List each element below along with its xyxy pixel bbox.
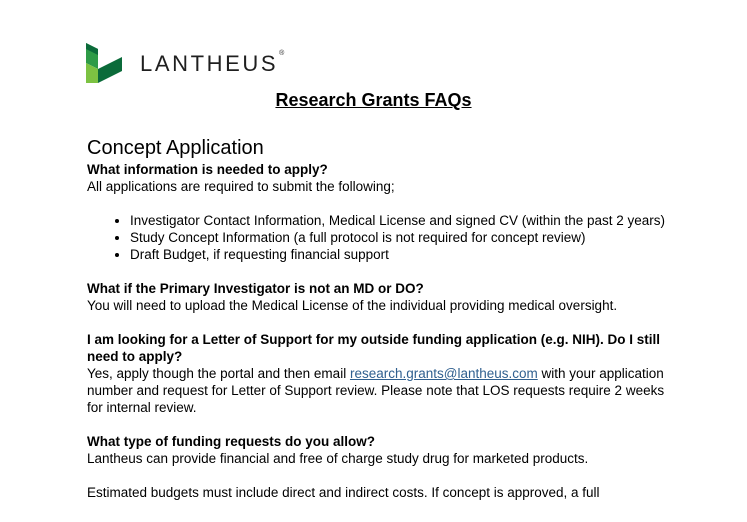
requirements-list <box>87 212 667 263</box>
faq-question: What information is needed to apply? <box>87 162 328 177</box>
faq-content <box>87 135 667 501</box>
page-title: Research Grants FAQs <box>275 90 472 110</box>
faq-answer: Estimated budgets must include direct and indirect costs. If concept is approved, a full <box>87 485 600 500</box>
faq-answer: You will need to upload the Medical License of the individual providing medical oversight. <box>87 298 618 313</box>
faq-answer: Lantheus can provide financial and free of charge study drug for marketed products. <box>87 451 589 466</box>
list-item: • Study Concept Information (a full protocol is not required for concept review) <box>130 229 667 246</box>
lantheus-logo <box>86 43 284 83</box>
faq-question: What if the Primary Investigator is not an MD or DO? <box>87 281 424 296</box>
lantheus-logo-icon <box>86 43 122 83</box>
faq-question: What type of funding requests do you allow? <box>87 434 375 449</box>
email-link[interactable]: research.grants@lantheus.com <box>349 366 538 381</box>
list-item: • Investigator Contact Information, Medical License and signed CV (within the past 2 years) <box>130 212 667 229</box>
faq-answer: All applications are required to submit the following; <box>87 179 395 194</box>
faq-answer: Yes, apply though the portal and then email research.grants@lantheus.com with your application number and request for Letter of Support review. Please note that LOS requests require 2 weeks for internal review. <box>87 366 665 415</box>
section-heading: Concept Application <box>87 137 264 159</box>
list-item: • Draft Budget, if requesting financial support <box>130 246 667 263</box>
faq-question: I am looking for a Letter of Support for my outside funding application (e.g. NIH). Do I still need to apply? <box>87 332 661 364</box>
brand-name: LANTHEUS® <box>140 49 285 76</box>
